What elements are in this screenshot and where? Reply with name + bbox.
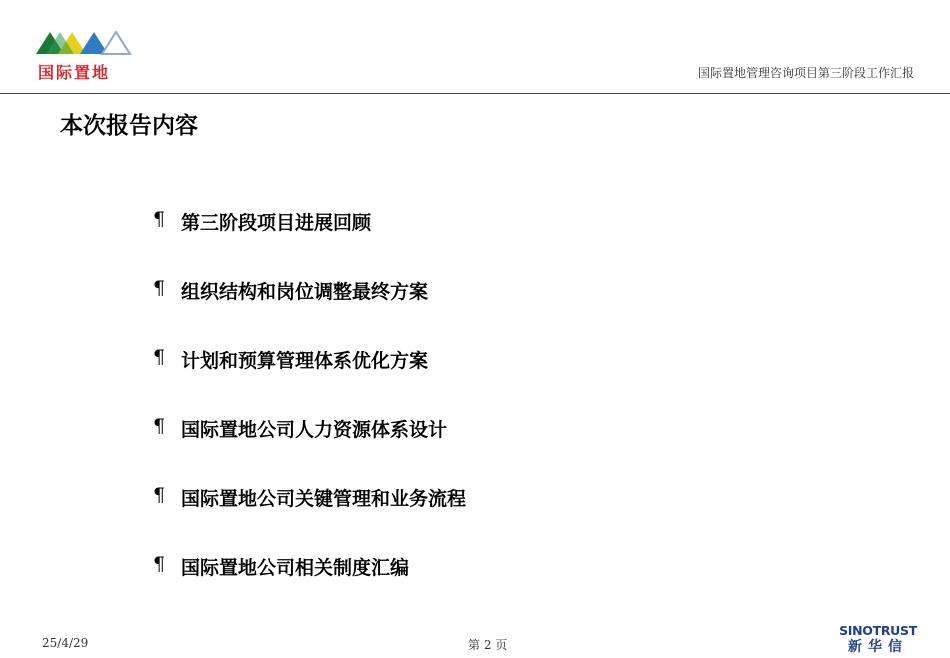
- logo-mark-icon: [36, 30, 140, 56]
- logo-text: 国际置地: [38, 63, 111, 82]
- agenda-item-label: 国际置地公司相关制度汇编: [181, 557, 410, 579]
- header-title: 国际置地管理咨询项目第三阶段工作汇报: [697, 66, 914, 80]
- pilcrow-bullet-icon: ¶: [153, 553, 166, 575]
- pilcrow-bullet-icon: ¶: [153, 346, 166, 368]
- agenda-item: [153, 208, 466, 277]
- agenda-item: [153, 346, 466, 415]
- agenda-list: [153, 208, 466, 622]
- agenda-item-label: 国际置地公司人力资源体系设计: [181, 419, 448, 441]
- agenda-item-label: 第三阶段项目进展回顾: [181, 212, 372, 234]
- page-number: 第 2 页: [468, 638, 508, 652]
- footer-date: 25/4/29: [42, 636, 89, 650]
- agenda-item: [153, 553, 466, 622]
- company-logo: [36, 30, 146, 82]
- agenda-item: [153, 277, 466, 346]
- agenda-item: [153, 484, 466, 553]
- agenda-item-label: 计划和预算管理体系优化方案: [181, 350, 429, 372]
- pilcrow-bullet-icon: ¶: [153, 208, 166, 230]
- page-title: 本次报告内容: [60, 112, 198, 139]
- header-divider: [0, 93, 950, 94]
- brand-name-en: SINOTRUST: [839, 623, 917, 638]
- agenda-item-label: 组织结构和岗位调整最终方案: [181, 281, 429, 303]
- agenda-item-label: 国际置地公司关键管理和业务流程: [181, 488, 467, 510]
- pilcrow-bullet-icon: ¶: [153, 277, 166, 299]
- brand-logo: [836, 625, 920, 654]
- brand-name-cn: 新华信: [848, 638, 908, 655]
- pilcrow-bullet-icon: ¶: [153, 484, 166, 506]
- pilcrow-bullet-icon: ¶: [153, 415, 166, 437]
- agenda-item: [153, 415, 466, 484]
